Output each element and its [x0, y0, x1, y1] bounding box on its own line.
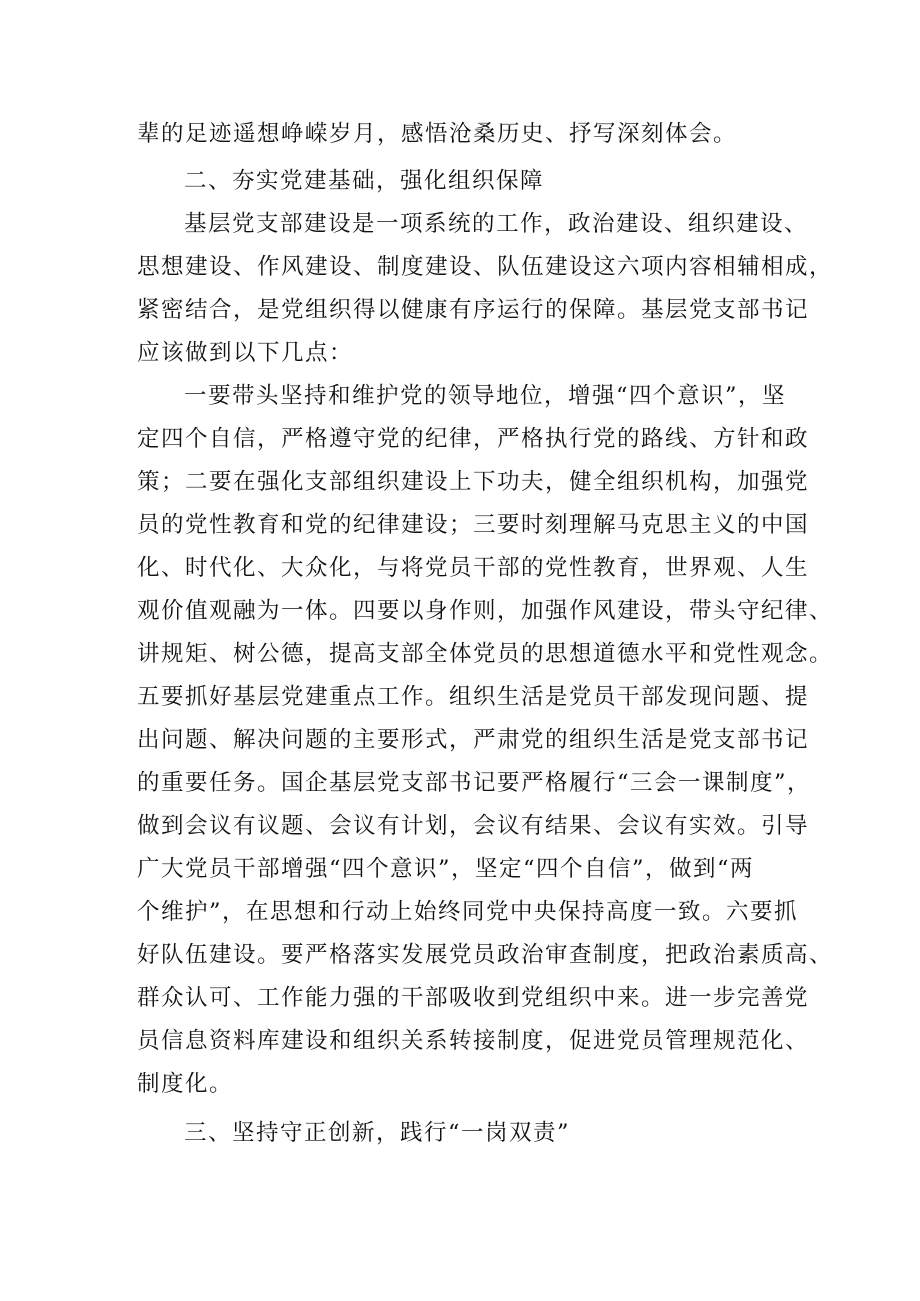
paragraph-line: 个维护”，在思想和行动上始终同党中央保持高度一致。六要抓 — [137, 899, 799, 925]
paragraph-line: 化、时代化、大众化，与将党员干部的党性教育，世界观、人生 — [137, 555, 810, 581]
paragraph-line: 群众认可、工作能力强的干部吸收到党组织中来。进一步完善党 — [137, 985, 810, 1011]
intro-paragraph — [137, 113, 797, 156]
paragraph-line: 出问题、解决问题的主要形式，严肃党的组织生活是党支部书记 — [137, 727, 810, 753]
paragraph-line: 应该做到以下几点： — [137, 340, 354, 366]
section-2-heading: 二、夯实党建基础，强化组织保障 — [184, 168, 545, 194]
paragraph-line: 思想建设、作风建设、制度建设、队伍建设这六项内容相辅相成， — [137, 254, 834, 280]
paragraph-line: 的重要任务。国企基层党支部书记要严格履行“三会一课制度”， — [137, 770, 812, 796]
paragraph-line: 五要抓好基层党建重点工作。组织生活是党员干部发现问题、提 — [137, 684, 810, 710]
paragraph-party-branch-construction — [137, 203, 834, 375]
paragraph-line: 广大党员干部增强“四个意识”，坚定“四个自信”，做到“两 — [137, 856, 755, 882]
paragraph-line: 定四个自信，严格遵守党的纪律，严格执行党的路线、方针和政 — [137, 426, 810, 452]
paragraph-line: 好队伍建设。要严格落实发展党员政治审查制度，把政治素质高、 — [137, 942, 834, 968]
paragraph-line: 策；二要在强化支部组织建设上下功夫，健全组织机构，加强党 — [137, 469, 810, 495]
section-3-heading: 三、坚持守正创新，践行“一岗双责” — [184, 1120, 571, 1146]
paragraph-line: 讲规矩、树公德，提高支部全体党员的思想道德水平和党性观念。 — [137, 641, 834, 667]
paragraph-line: 做到会议有议题、会议有计划，会议有结果、会议有实效。引导 — [137, 813, 810, 839]
paragraph-line: 紧密结合，是党组织得以健康有序运行的保障。基层党支部书记 — [137, 297, 810, 323]
intro-line: 辈的足迹遥想峥嵘岁月，感悟沧桑历史、抒写深刻体会。 — [137, 121, 738, 147]
paragraph-line: 观价值观融为一体。四要以身作则，加强作风建设，带头守纪律、 — [137, 598, 834, 624]
paragraph-six-requirements — [137, 375, 834, 1106]
paragraph-line: 员的党性教育和党的纪律建设；三要时刻理解马克思主义的中国 — [137, 512, 810, 538]
paragraph-line: 员信息资料库建设和组织关系转接制度，促进党员管理规范化、 — [137, 1028, 810, 1054]
paragraph-line: 基层党支部建设是一项系统的工作，政治建设、组织建设、 — [184, 211, 809, 237]
paragraph-line: 一要带头坚持和维护党的领导地位，增强“四个意识”，坚 — [184, 383, 787, 409]
paragraph-line: 制度化。 — [137, 1071, 234, 1097]
